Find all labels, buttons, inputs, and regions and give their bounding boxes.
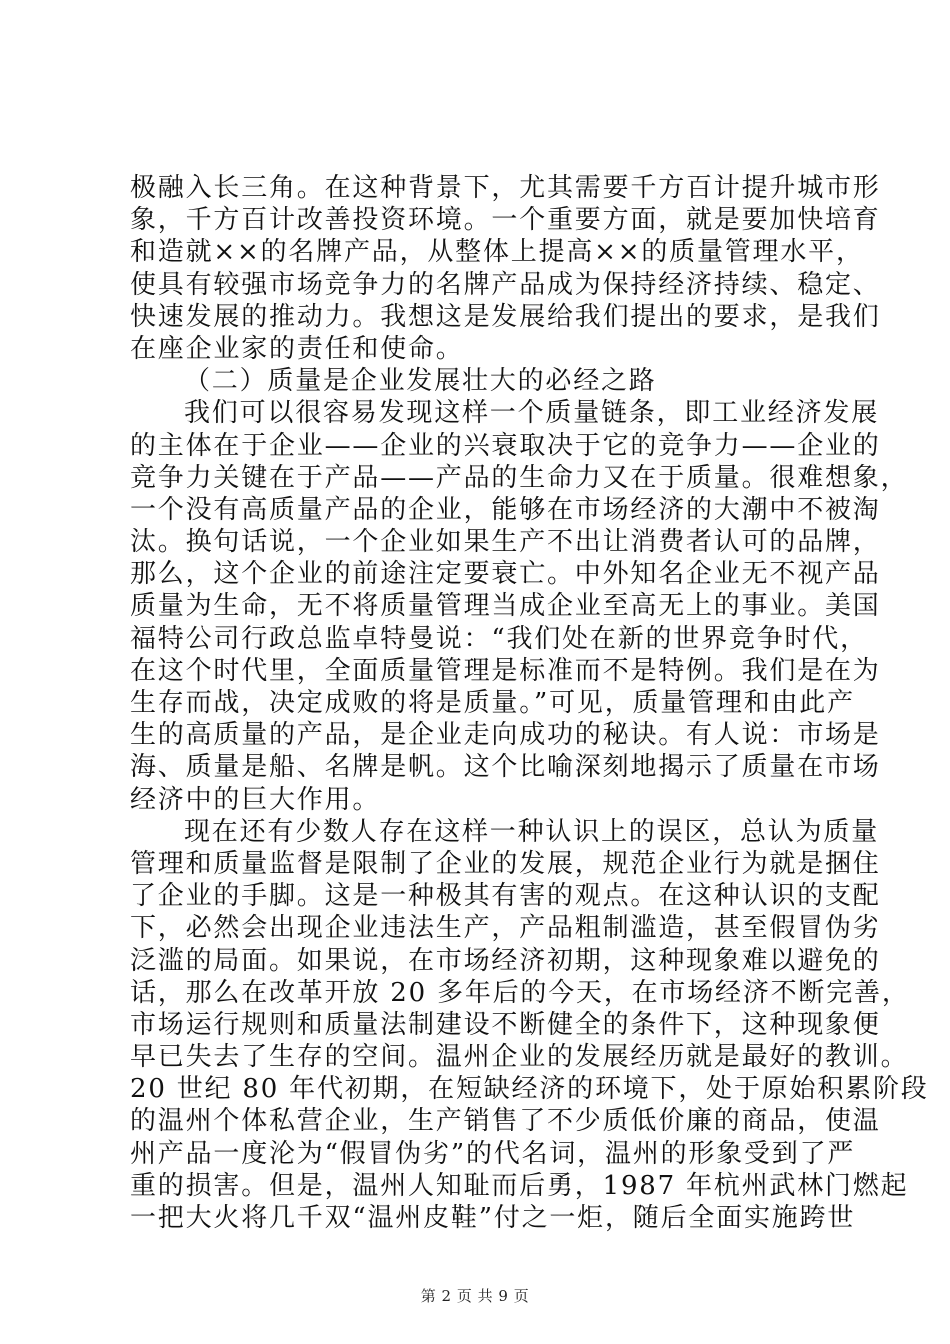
- text-line: 在这个时代里，全面质量管理是标准而不是特例。我们是在为: [130, 655, 881, 686]
- text-line: 生存而战，决定成败的将是质量。”可见，质量管理和由此产: [130, 688, 855, 718]
- section-heading: （二）质量是企业发展壮大的必经之路: [184, 366, 657, 397]
- text-line: 20 世纪 80 年代初期，在短缺经济的环境下，处于原始积累阶段: [130, 1074, 929, 1105]
- text-line: 在座企业家的责任和使命。: [130, 333, 464, 364]
- text-line: 竞争力关键在于产品——产品的生命力又在于质量。很难想象，: [130, 462, 909, 493]
- text-line: 和造就××的名牌产品，从整体上提高××的质量管理水平，: [130, 237, 864, 268]
- text-line: 下，必然会出现企业违法生产，产品粗制滥造，甚至假冒伪劣: [130, 913, 881, 944]
- text-line: 生的高质量的产品，是企业走向成功的秘诀。有人说：市场是: [130, 720, 881, 751]
- text-line: 汰。换句话说，一个企业如果生产不出让消费者认可的品牌，: [130, 527, 881, 558]
- text-line: 的主体在于企业——企业的兴衰取决于它的竞争力——企业的: [130, 430, 881, 461]
- text-line: 使具有较强市场竞争力的名牌产品成为保持经济持续、稳定、: [130, 269, 881, 300]
- text-line: 经济中的巨大作用。: [130, 784, 381, 815]
- text-line: 的温州个体私营企业，生产销售了不少质低价廉的商品，使温: [130, 1106, 881, 1137]
- text-line: 市场运行规则和质量法制建设不断健全的条件下，这种现象便: [130, 1009, 881, 1040]
- text-line: 州产品一度沦为“假冒伪劣”的代名词，温州的形象受到了严: [130, 1138, 856, 1169]
- text-line: 质量为生命，无不将质量管理当成企业至高无上的事业。美国: [130, 591, 881, 622]
- text-line: 象，千方百计改善投资环境。一个重要方面，就是要加快培育: [130, 205, 881, 236]
- text-line: 快速发展的推动力。我想这是发展给我们提出的要求，是我们: [130, 301, 881, 332]
- text-line: 海、质量是船、名牌是帆。这个比喻深刻地揭示了质量在市场: [130, 752, 881, 783]
- text-line: 极融入长三角。在这种背景下，尤其需要千方百计提升城市形: [130, 173, 881, 203]
- text-line: 泛滥的局面。如果说，在市场经济初期，这种现象难以避免的: [130, 945, 881, 976]
- text-line: 重的损害。但是，温州人知耻而后勇，1987 年杭州武林门燃起: [130, 1170, 909, 1201]
- document-body: [130, 172, 929, 1234]
- page-number-footer: 第 2 页 共 9 页: [420, 1287, 530, 1305]
- text-line: 福特公司行政总监卓特曼说：“我们处在新的世界竞争时代，: [130, 623, 868, 654]
- text-line: 话，那么在改革开放 20 多年后的今天，在市场经济不断完善，: [130, 977, 910, 1008]
- paragraph-first-line: 我们可以很容易发现这样一个质量链条，即工业经济发展: [184, 398, 880, 429]
- paragraph-first-line: 现在还有少数人存在这样一种认识上的误区，总认为质量: [184, 816, 880, 847]
- text-line: 了企业的手脚。这是一种极其有害的观点。在这种认识的支配: [130, 881, 881, 912]
- text-line: 一把大火将几千双“温州皮鞋”付之一炬，随后全面实施跨世: [130, 1203, 856, 1233]
- text-line: 早已失去了生存的空间。温州企业的发展经历就是最好的教训。: [130, 1042, 909, 1073]
- text-line: 管理和质量监督是限制了企业的发展，规范企业行为就是捆住: [130, 848, 881, 879]
- text-line: 一个没有高质量产品的企业，能够在市场经济的大潮中不被淘: [130, 494, 881, 525]
- text-line: 那么，这个企业的前途注定要衰亡。中外知名企业无不视产品: [130, 559, 881, 590]
